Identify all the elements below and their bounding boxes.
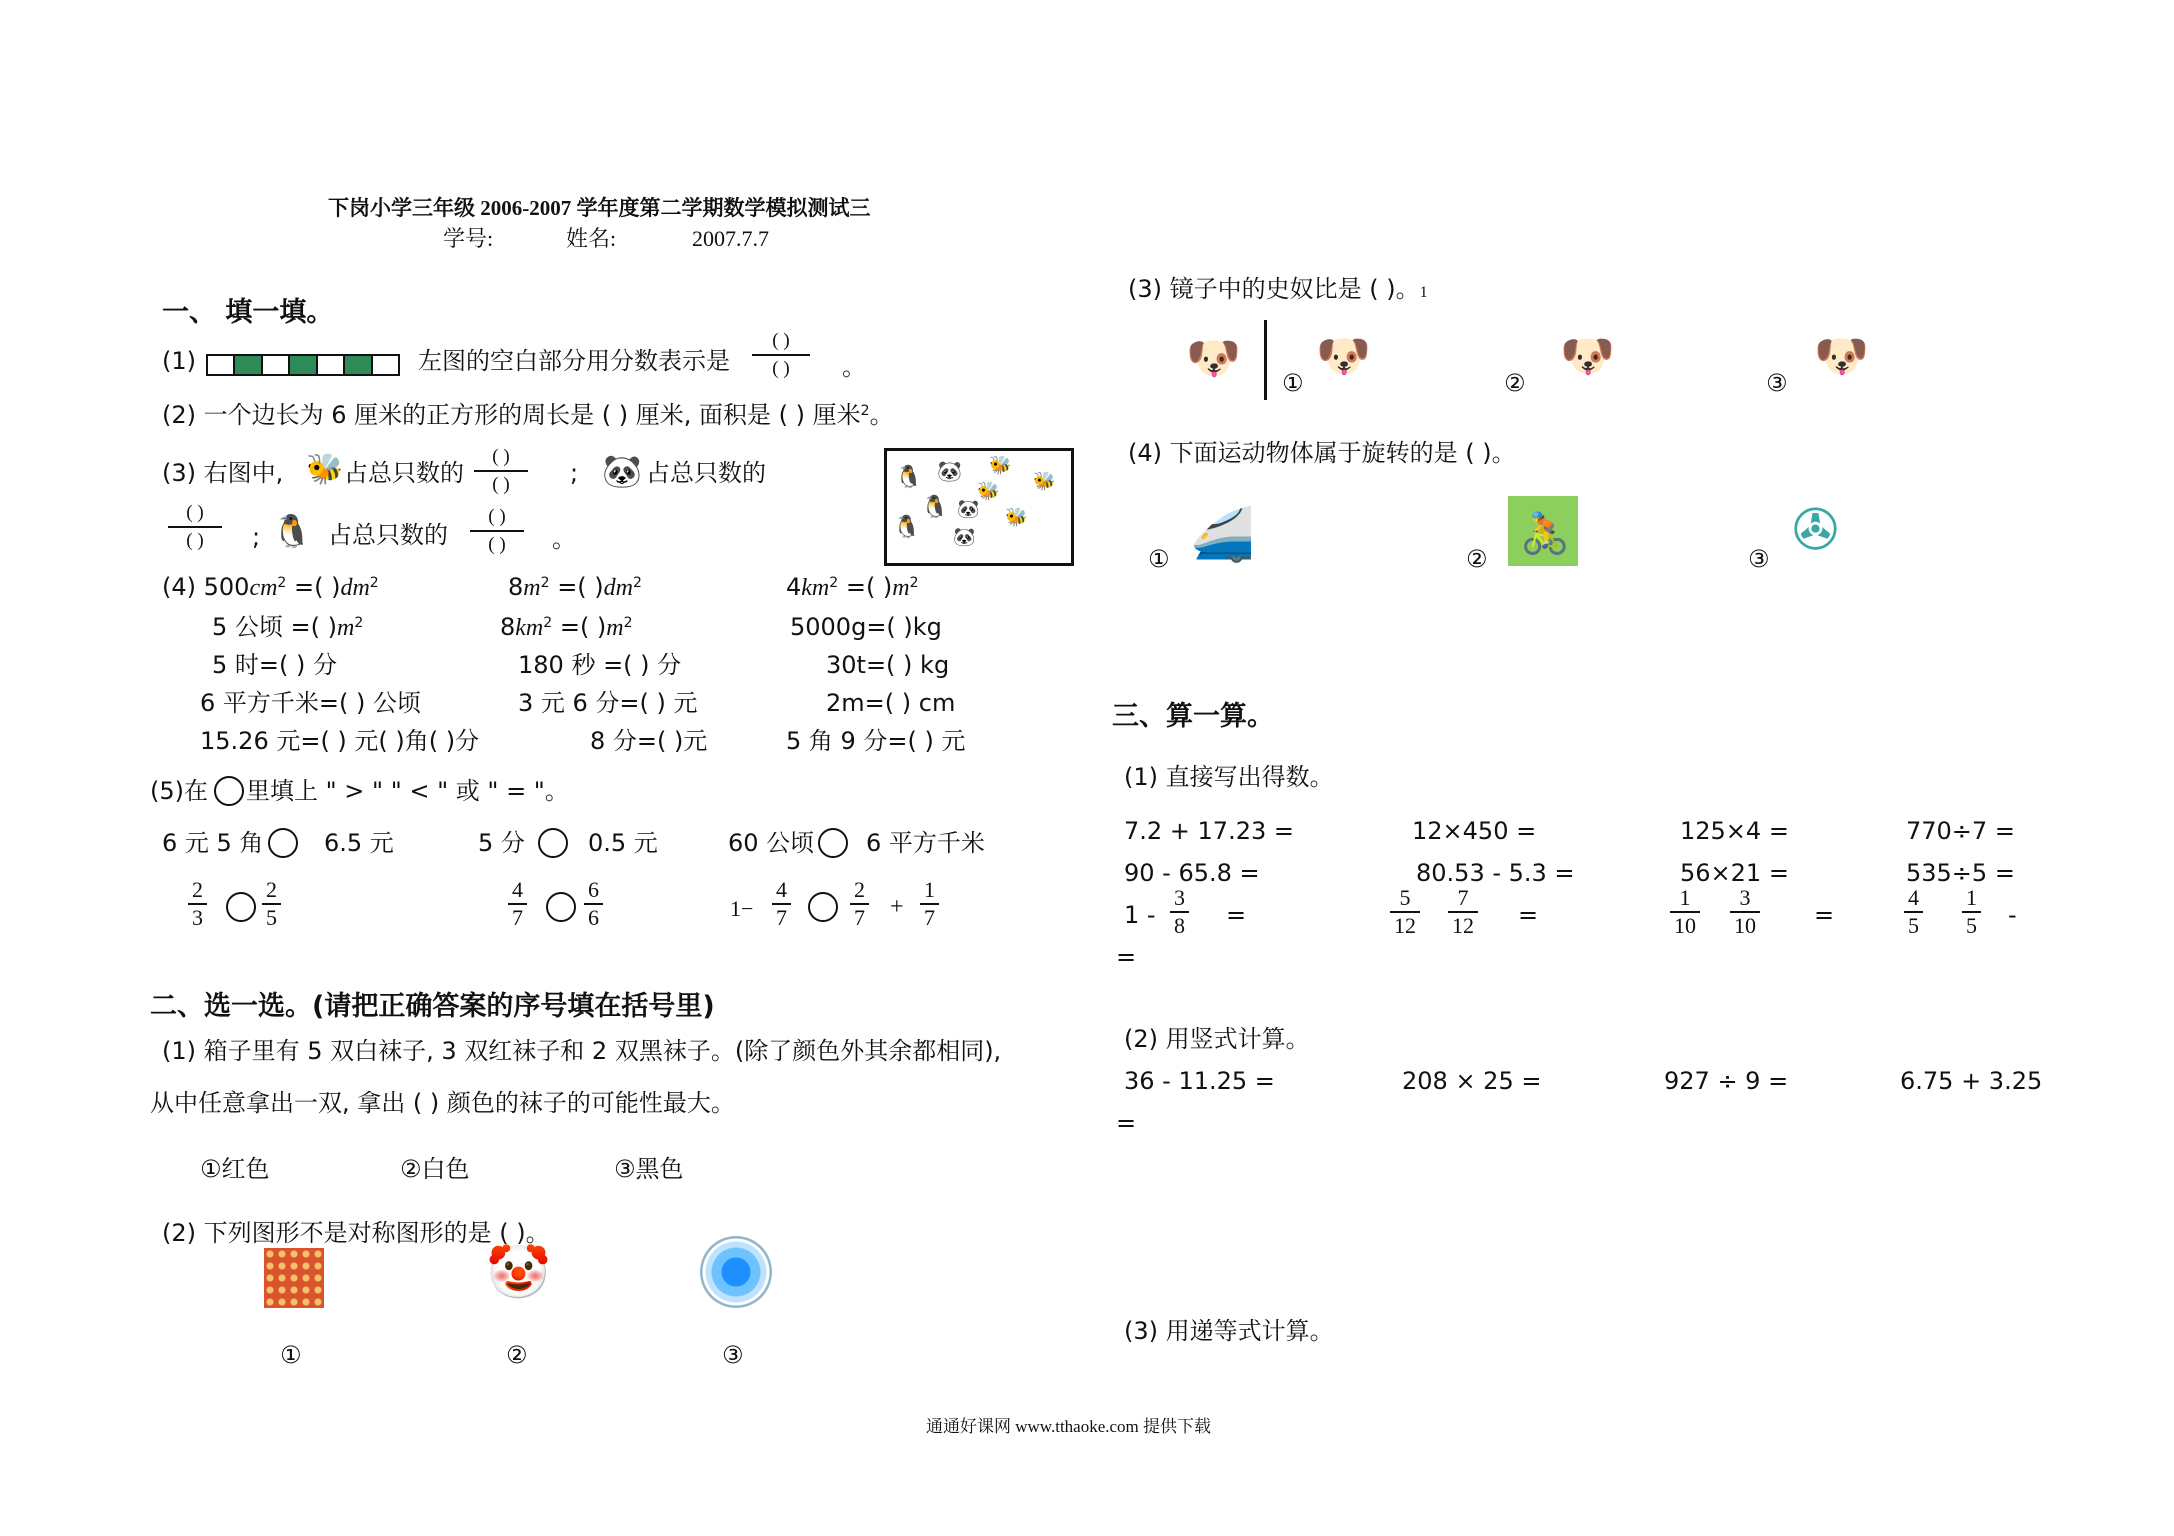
bee-icon: 🐝 <box>306 452 344 487</box>
vertical-calc-2: 208 × 25 = <box>1402 1067 1542 1095</box>
cartoon-doll-image: 🤡 <box>486 1243 551 1303</box>
compare-circle[interactable] <box>538 828 568 858</box>
fraction-1-10: 1 10 <box>1670 886 1700 938</box>
q1-text: 左图的空白部分用分数表示是 <box>418 347 730 375</box>
mirror-number-2: ② <box>1504 369 1526 397</box>
cmp-3-left: 60 公顷 <box>728 829 815 857</box>
rotation-question: (4) 下面运动物体属于旋转的是 ( )。 <box>1128 439 1516 467</box>
q4-row-4a: 6 平方千米=( ) 公顷 <box>200 689 421 717</box>
vertical-calc-1: 36 - 11.25 = <box>1124 1067 1275 1095</box>
fraction-3-8: 3 8 <box>1170 886 1189 938</box>
q4-row-1b: $8m^2$ =( )$dm^2$ <box>508 573 642 601</box>
fraction-bar-diagram <box>206 354 400 376</box>
penguin-icon: 🐧 <box>893 515 921 540</box>
q3-panda-fraction: ( ) ( ) <box>168 502 222 552</box>
q3-text-a: (3) 右图中, <box>162 459 284 487</box>
option-red: ①红色 <box>200 1155 270 1183</box>
fraction-4-7b: 4 7 <box>772 878 791 930</box>
cmp-2-right: 0.5 元 <box>588 829 658 857</box>
equals-1: = <box>1226 901 1247 929</box>
bee-icon: 🐝 <box>989 455 1012 476</box>
cmp-1-left: 6 元 5 角 <box>162 829 264 857</box>
one-minus-r3: 1 - <box>1124 901 1156 929</box>
section-2-heading: 二、选一选。(请把正确答案的序号填在括号里) <box>150 991 715 1022</box>
compare-circle[interactable] <box>226 892 256 922</box>
calc-12x450: 12×450 = <box>1412 817 1537 845</box>
compare-circle[interactable] <box>818 828 848 858</box>
compare-circle[interactable] <box>808 892 838 922</box>
minus-sign: - <box>2008 901 2017 929</box>
page-title: 下岗小学三年级 2006-2007 学年度第二学期数学模拟测试三 <box>328 196 871 220</box>
date-label: 2007.7.7 <box>692 226 769 251</box>
section-3-heading: 三、算一算。 <box>1112 701 1274 732</box>
q1-label: (1) <box>162 347 196 375</box>
s2-q1-line1: (1) 箱子里有 5 双白袜子, 3 双红袜子和 2 双黑袜子。(除了颜色外其余都相同), <box>162 1037 1002 1065</box>
q1-period: 。 <box>842 353 866 381</box>
panda-icon: 🐼 <box>957 499 980 520</box>
q4-row-5a: 15.26 元=( ) 元( )角( )分 <box>200 727 480 755</box>
penguin-icon: 🐧 <box>921 495 949 520</box>
q3-bee-fraction: ( ) ( ) <box>474 446 528 496</box>
s2-q1-line2: 从中任意拿出一双, 拿出 ( ) 颜色的袜子的可能性最大。 <box>150 1089 735 1117</box>
equals-below: = <box>1116 943 1137 971</box>
footer-credit: 通通好课网 www.tthaoke.com 提供下载 <box>926 1417 1212 1436</box>
panda-icon: 🐼 <box>937 459 962 483</box>
rotation-number-2: ② <box>1466 545 1488 573</box>
pattern-square-image <box>264 1248 324 1308</box>
q4-row-2b: $8km^2$ =( )$m^2$ <box>500 613 633 641</box>
bee-icon: 🐝 <box>977 481 1000 502</box>
q3-semicolon-2: ; <box>252 523 261 551</box>
q4-row-1c: $4km^2$ =( )$m^2$ <box>786 573 919 601</box>
q4-row-4c: 2m=( ) cm <box>826 689 956 717</box>
animal-picture-box <box>884 448 1074 566</box>
compare-circle[interactable] <box>546 892 576 922</box>
vertical-calc-4: 6.75 + 3.25 <box>1900 1067 2043 1095</box>
panda-icon: 🐼 <box>953 527 976 548</box>
train-image: 🚄 <box>1190 505 1255 565</box>
snoopy-image: 🐶 <box>1560 331 1615 382</box>
q5-text: 里填上 " > " " < " 或 " = "。 <box>246 777 569 805</box>
fraction-7-12: 7 12 <box>1448 886 1478 938</box>
q4-row-5b: 8 分=( )元 <box>590 727 708 755</box>
q4-row-4b: 3 元 6 分=( ) 元 <box>518 689 698 717</box>
fraction-2-5: 2 5 <box>262 878 281 930</box>
calc-535d5: 535÷5 = <box>1906 859 2015 887</box>
s3-part-1: (1) 直接写出得数。 <box>1124 763 1334 791</box>
cmp-3-right: 6 平方千米 <box>866 829 985 857</box>
one-minus: 1− <box>730 896 754 921</box>
vertical-calc-3: 927 ÷ 9 = <box>1664 1067 1789 1095</box>
equals-2: = <box>1518 901 1539 929</box>
plus-sign: + <box>890 894 904 920</box>
q4-row-2c: 5000g=( )kg <box>790 613 942 641</box>
mirror-question: (3) 镜子中的史奴比是 ( )。1 <box>1128 275 1428 303</box>
q4-row-2a: 5 公顷 =( )$m^2$ <box>212 613 364 641</box>
q1-answer-fraction <box>752 330 810 380</box>
calc-125x4: 125×4 = <box>1680 817 1789 845</box>
equals-below-2: = <box>1116 1109 1137 1137</box>
shape-number-1: ① <box>280 1341 302 1369</box>
snoopy-image: 🐶 <box>1186 333 1241 384</box>
cmp-1-right: 6.5 元 <box>324 829 394 857</box>
panda-icon: 🐼 <box>602 452 642 490</box>
fraction-5-12: 5 12 <box>1390 886 1420 938</box>
fraction-1-5: 1 5 <box>1962 886 1981 938</box>
cmp-2-left: 5 分 <box>478 829 525 857</box>
s3-part-2: (2) 用竖式计算。 <box>1124 1025 1310 1053</box>
fraction-numerator: ( ) <box>772 330 790 351</box>
snoopy-image: 🐶 <box>1814 331 1869 382</box>
bee-icon: 🐝 <box>1005 507 1028 528</box>
calc-770d7: 770÷7 = <box>1906 817 2015 845</box>
mirror-number-1: ① <box>1282 369 1304 397</box>
bee-icon: 🐝 <box>1033 471 1056 492</box>
q4-row-3a: 5 时=( ) 分 <box>212 651 337 679</box>
q4-row-1: (4) $500cm^2$ =( )$dm^2$ <box>162 573 379 601</box>
fraction-1-7: 1 7 <box>920 878 939 930</box>
option-white: ②白色 <box>400 1155 470 1183</box>
q3-text-e: 占总只数的 <box>328 521 448 549</box>
q3-text-b: 占总只数的 <box>344 459 464 487</box>
q3-semicolon: ; <box>570 459 579 487</box>
q3-text-c: 占总只数的 <box>646 459 766 487</box>
snowflake-circle-image <box>700 1236 772 1308</box>
q4-row-5c: 5 角 9 分=( ) 元 <box>786 727 966 755</box>
calc-80-53: 80.53 - 5.3 = <box>1416 859 1575 887</box>
mirror-line <box>1264 320 1267 400</box>
fraction-4-5: 4 5 <box>1904 886 1923 938</box>
calc-90-65: 90 - 65.8 = <box>1124 859 1260 887</box>
fan-icon: ✇ <box>1792 498 1839 563</box>
q4-row-3b: 180 秒 =( ) 分 <box>518 651 682 679</box>
calc-56x21: 56×21 = <box>1680 859 1789 887</box>
bicycle-image: 🚴 <box>1508 496 1578 566</box>
rotation-number-1: ① <box>1148 545 1170 573</box>
q4-row-3c: 30t=( ) kg <box>826 651 950 679</box>
compare-circle[interactable] <box>214 776 244 806</box>
snoopy-image: 🐶 <box>1316 331 1371 382</box>
student-no-label: 学号: <box>443 226 494 251</box>
mirror-number-3: ③ <box>1766 369 1788 397</box>
penguin-icon: 🐧 <box>895 465 923 490</box>
fraction-2-7: 2 7 <box>850 878 869 930</box>
fraction-denominator: ( ) <box>772 358 790 379</box>
compare-circle[interactable] <box>268 828 298 858</box>
q3-penguin-fraction: ( ) ( ) <box>470 506 524 556</box>
s2-q2: (2) 下列图形不是对称图形的是 ( )。 <box>162 1219 550 1247</box>
calc-7-2: 7.2 + 17.23 = <box>1124 817 1294 845</box>
q3-period: 。 <box>552 525 576 553</box>
section-1-heading: 一、 填一填。 <box>162 297 334 328</box>
q5-label: (5)在 <box>150 777 208 805</box>
penguin-icon: 🐧 <box>272 512 312 550</box>
rotation-number-3: ③ <box>1748 545 1770 573</box>
s3-part-3: (3) 用递等式计算。 <box>1124 1317 1334 1345</box>
q2-text: (2) 一个边长为 6 厘米的正方形的周长是 ( ) 厘米, 面积是 ( ) 厘米$^2$。 <box>162 401 894 429</box>
option-black: ③黑色 <box>614 1155 684 1183</box>
shape-number-2: ② <box>506 1341 528 1369</box>
name-label: 姓名: <box>566 226 617 251</box>
fraction-6-6: 6 6 <box>584 878 603 930</box>
fraction-4-7: 4 7 <box>508 878 527 930</box>
fraction-2-3: 2 3 <box>188 878 207 930</box>
fraction-3-10: 3 10 <box>1730 886 1760 938</box>
equals-3: = <box>1814 901 1835 929</box>
shape-number-3: ③ <box>722 1341 744 1369</box>
